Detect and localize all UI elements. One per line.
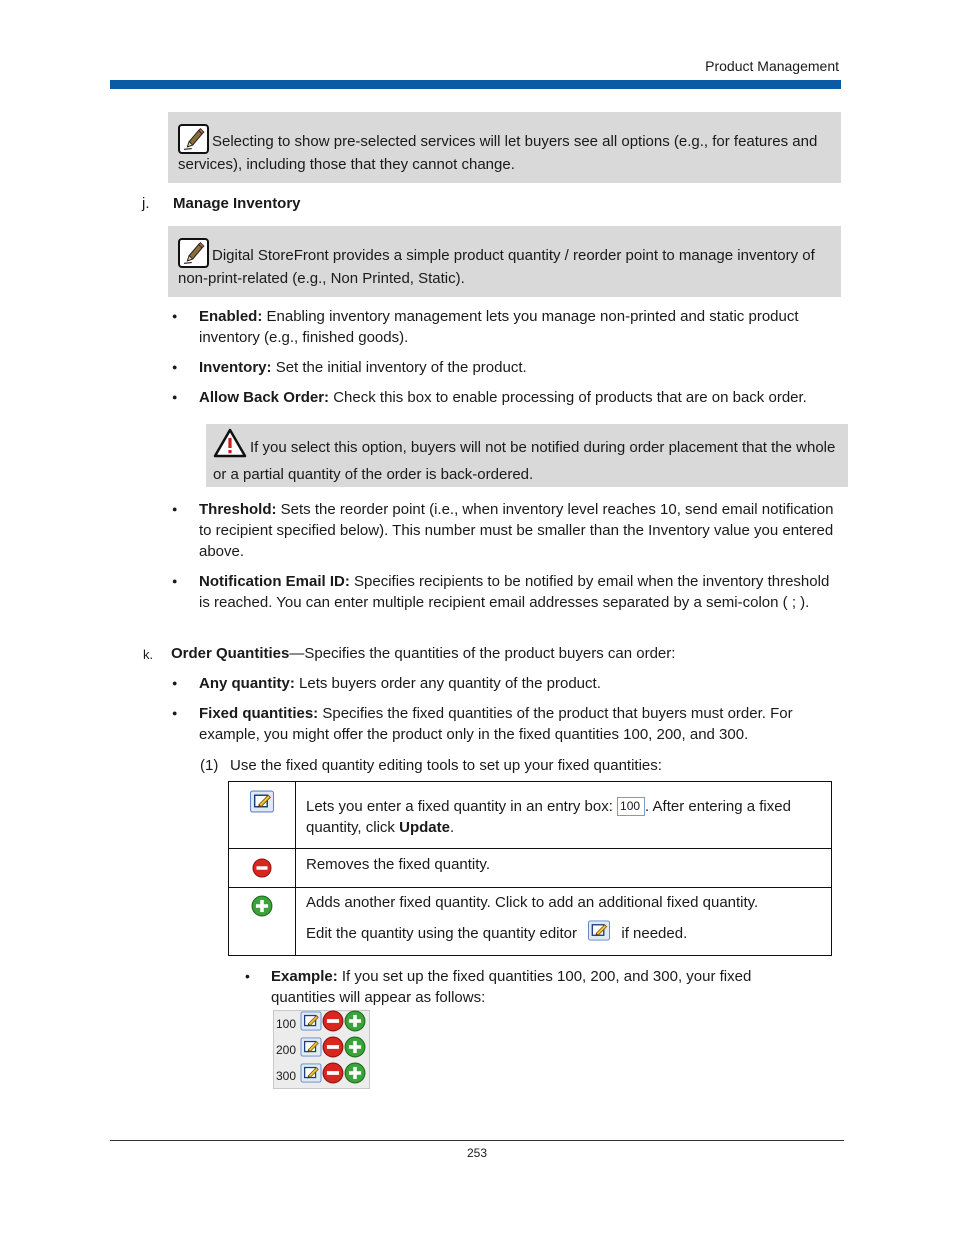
update-label: Update [399,819,450,836]
list-item [172,306,842,348]
inventory-options-list [172,499,842,613]
list-item [172,703,842,745]
add-icon [344,1010,366,1039]
cell-text: Removes the fixed quantity. [306,856,490,873]
cell-text: if needed. [621,925,688,942]
description: Specifies recipients to be notified by email when the inventory threshold is reached. You can enter multiple recipient email addresses separated by a semi-colon ( ; ). [199,573,830,611]
table-row [229,888,832,956]
section-k-marker: k. [143,647,154,662]
table-cell [296,782,832,849]
cell-text: . After entering a fixed quantity, click [306,798,791,836]
description: Set the initial inventory of the product. [275,359,527,376]
step-text: Use the fixed quantity editing tools to set up your fixed quantities: [230,757,662,774]
pencil-note-icon [178,238,209,268]
remove-icon [322,1036,344,1065]
list-item [274,1063,369,1089]
list-item [172,499,842,562]
term: Enabled: [199,308,263,325]
cell-line [306,920,821,947]
list-item [274,1037,369,1063]
term: Notification Email ID: [199,573,350,590]
warning-triangle-icon [213,428,247,464]
description: Lets buyers order any quantity of the product. [299,675,601,692]
cell-text: . [449,819,455,836]
table-cell [296,888,832,956]
remove-icon [322,1010,344,1039]
quantity-value: 300 [276,1068,297,1083]
description: Check this box to enable processing of products that are on back order. [333,389,807,406]
cell-text: Lets you enter a fixed quantity in an entry box: [306,798,613,815]
remove-icon [252,858,272,884]
list-item [172,387,842,408]
term: Example: [271,968,338,985]
add-icon [344,1062,366,1091]
example-text [271,966,811,1008]
section-j-marker: j. [142,195,150,212]
section-j-title: Manage Inventory [173,195,301,212]
quantity-value: 100 [276,1016,297,1031]
list-item [172,357,842,378]
fixed-quantities-example [273,1010,370,1089]
section-k-title: Order Quantities [171,645,290,662]
quantity-options-list [172,673,842,745]
table-cell [229,888,296,956]
bullet-marker: • [245,968,250,984]
term: Threshold: [199,501,277,518]
add-icon [251,895,273,923]
quantity-value: 200 [276,1042,297,1057]
page-number: 253 [466,1146,488,1160]
footer-rule [110,1140,844,1141]
note-callout [168,226,841,297]
note-callout [168,112,841,183]
table-row [229,849,832,888]
header-rule [110,80,841,89]
term: Fixed quantities: [199,705,319,722]
cell-text: Adds another fixed quantity. Click to add an additional fixed quantity. [306,894,759,911]
description: Enabling inventory management lets you manage non-printed and static product inventory (e.g., finished goods). [199,308,799,346]
running-header-title: Product Management [705,58,839,74]
edit-icon [246,790,278,819]
warning-text: If you select this option, buyers will not be notified during order placement that the whole or a partial quantity of the order is back-ordered. [213,439,836,483]
edit-icon [300,1011,322,1038]
description: Sets the reorder point (i.e., when inventory level reaches 10, send email notification to recipient specified below). This number must be smaller than the Inventory value you entered above. [199,501,834,560]
table-cell [229,849,296,888]
term: Allow Back Order: [199,389,330,406]
table-cell [296,849,832,888]
section-k-heading [171,643,675,664]
remove-icon [322,1062,344,1091]
list-item [172,571,842,613]
note-text: Digital StoreFront provides a simple product quantity / reorder point to manage inventory of non-print-related (e.g., Non Printed, Static). [178,247,815,287]
table-cell [229,782,296,849]
warning-callout [206,424,848,487]
description: Specifies the fixed quantities of the product that buyers must order. For example, you might offer the product only in the fixed quantities 100, 200, and 300. [199,705,793,743]
list-item [274,1011,369,1037]
pencil-note-icon [178,124,209,154]
term: Any quantity: [199,675,295,692]
fixed-quantity-tools-table [228,781,832,956]
note-text: Selecting to show pre-selected services will let buyers see all options (e.g., for features and services), including those that they cannot change. [178,133,818,173]
inventory-options-list [172,306,842,408]
edit-icon [585,920,613,947]
edit-icon [300,1063,322,1090]
edit-icon [300,1037,322,1064]
section-k-text: —Specifies the quantities of the product buyers can order: [289,645,676,662]
table-row [229,782,832,849]
list-item [172,673,842,694]
quantity-entry-box: 100 [617,797,645,816]
add-icon [344,1036,366,1065]
description: If you set up the fixed quantities 100, 200, and 300, your fixed quantities will appear as follows: [271,968,752,1006]
cell-text: Edit the quantity using the quantity editor [306,925,578,942]
step-number: (1) [200,757,219,774]
term: Inventory: [199,359,272,376]
